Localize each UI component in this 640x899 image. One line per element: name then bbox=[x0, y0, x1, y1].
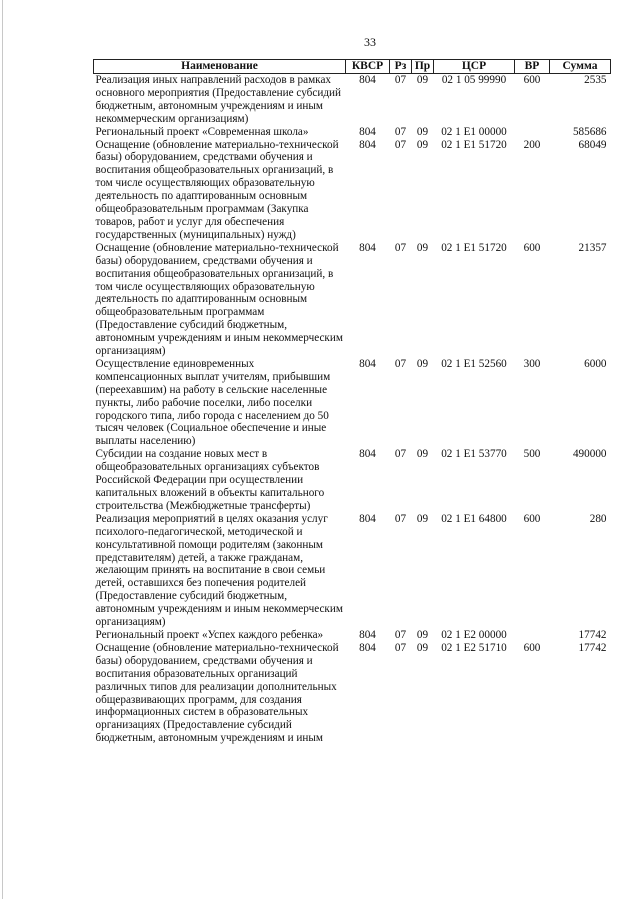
row-name: Осуществление единовременных компенсационных выплат учителям, прибывшим (переехавшим) на работу в сельские населенные пункты, либо рабочие поселки, либо поселки городского типа, либо города с населением до 50 тысяч человек (Социальное обеспечение и иные выплаты населению) bbox=[95, 357, 331, 448]
row-name: Субсидии на создание новых мест в общеобразовательных организациях субъектов Российской Федерации при осуществлении капитальных вложений в объекты капитального строительства (Межбюджетные трансферты) bbox=[95, 448, 325, 512]
budget-table-wrapper bbox=[93, 59, 611, 745]
row-sum: 6000 bbox=[584, 357, 607, 370]
row-sum: 68049 bbox=[578, 138, 607, 151]
header-pr: Пр bbox=[412, 60, 434, 74]
table-row bbox=[94, 139, 611, 242]
row-kvsr: 804 bbox=[359, 125, 376, 138]
row-vr: 200 bbox=[523, 138, 541, 151]
row-csr: 02 1 E1 64800 bbox=[441, 512, 507, 525]
row-csr: 02 1 E1 53770 bbox=[441, 448, 507, 461]
row-vr: 600 bbox=[523, 641, 541, 654]
table-header bbox=[94, 60, 611, 74]
row-vr bbox=[515, 629, 550, 642]
row-sum: 21357 bbox=[578, 241, 607, 254]
row-kvsr: 804 bbox=[359, 512, 376, 525]
row-rz: 07 bbox=[394, 512, 407, 525]
row-sum: 585686 bbox=[572, 125, 607, 138]
row-kvsr: 804 bbox=[359, 74, 376, 86]
row-pr: 09 bbox=[416, 74, 429, 86]
row-name: Оснащение (обновление материально-технической базы) оборудованием, средствами обучения и воспитания образовательных организаций различных типов для реализации дополнительных общеразвивающих программ, для создания информационных систем в образовательных организациях (Предоставление субсидий бюджетным, автономным учреждениям и иным bbox=[95, 641, 339, 745]
header-vr: ВР bbox=[515, 60, 550, 74]
row-pr: 09 bbox=[416, 641, 429, 654]
row-csr: 02 1 E1 51720 bbox=[441, 241, 507, 254]
row-pr: 09 bbox=[416, 448, 429, 461]
header-name: Наименование bbox=[94, 60, 346, 74]
row-pr: 09 bbox=[416, 512, 429, 525]
row-csr: 02 1 E1 51720 bbox=[441, 138, 507, 151]
row-sum: 280 bbox=[589, 512, 607, 525]
table-row bbox=[94, 74, 611, 126]
row-name: Оснащение (обновление материально-технической базы) оборудованием, средствами обучения и воспитания общеобразовательных организаций, в том числе осуществляющих образовательную деятельность по адаптированным основным общеобразовательным программам (Предоставление субсидий бюджетным, автономным учреждениям и иным некоммерческим организациям) bbox=[95, 241, 343, 358]
row-kvsr: 804 bbox=[359, 641, 376, 654]
row-sum: 490000 bbox=[572, 448, 607, 461]
row-pr: 09 bbox=[416, 138, 429, 151]
table-row bbox=[94, 126, 611, 139]
table-row bbox=[94, 513, 611, 629]
row-csr: 02 1 05 99990 bbox=[441, 74, 507, 86]
page-number: 33 bbox=[364, 35, 376, 49]
row-vr bbox=[515, 126, 550, 139]
row-name: Региональный проект «Успех каждого ребенка» bbox=[95, 628, 324, 641]
table-row bbox=[94, 358, 611, 448]
row-kvsr: 804 bbox=[359, 448, 376, 461]
table-body bbox=[94, 74, 611, 746]
table-row bbox=[94, 629, 611, 642]
budget-table bbox=[93, 59, 611, 745]
row-kvsr: 804 bbox=[359, 241, 376, 254]
row-pr: 09 bbox=[416, 357, 429, 370]
row-vr: 600 bbox=[523, 74, 541, 86]
header-csr: ЦСР bbox=[434, 60, 515, 74]
row-pr: 09 bbox=[416, 125, 429, 138]
row-rz: 07 bbox=[394, 138, 407, 151]
row-sum: 17742 bbox=[578, 628, 607, 641]
row-vr: 500 bbox=[523, 448, 541, 461]
row-rz: 07 bbox=[394, 241, 407, 254]
row-name: Оснащение (обновление материально-технической базы) оборудованием, средствами обучения и воспитания общеобразовательных организаций, в том числе осуществляющих образовательную деятельность по адаптированным основным общеобразовательным программам (Закупка товаров, работ и услуг для обеспечения государственных (муниципальных) нужд) bbox=[95, 138, 339, 241]
row-sum: 17742 bbox=[578, 641, 607, 654]
header-rz: Рз bbox=[390, 60, 412, 74]
row-rz: 07 bbox=[394, 641, 407, 654]
row-vr: 600 bbox=[523, 241, 541, 254]
table-row bbox=[94, 448, 611, 513]
header-kvsr: КВСР bbox=[346, 60, 390, 74]
row-kvsr: 804 bbox=[359, 628, 376, 641]
row-rz: 07 bbox=[394, 628, 407, 641]
row-name: Реализация мероприятий в целях оказания услуг психолого-педагогической, методической и консультативной помощи родителям (законным представителям) детей, а также гражданам, желающим принять на воспитание в свои семьи детей, оставшихся без попечения родителей (Предоставление субсидий бюджетным, автономным учреждениям и иным некоммерческим организациям) bbox=[95, 512, 343, 629]
header-row bbox=[94, 60, 611, 74]
row-pr: 09 bbox=[416, 628, 429, 641]
row-rz: 07 bbox=[394, 357, 407, 370]
scan-margin-line bbox=[2, 0, 3, 899]
row-name: Реализация иных направлений расходов в рамках основного мероприятия (Предоставление субсидий бюджетным, автономным учреждениям и иным некоммерческим организациям) bbox=[95, 74, 341, 125]
row-csr: 02 1 E1 52560 bbox=[441, 357, 507, 370]
row-csr: 02 1 E2 00000 bbox=[441, 628, 507, 641]
row-vr: 600 bbox=[523, 512, 541, 525]
row-pr: 09 bbox=[416, 241, 429, 254]
row-kvsr: 804 bbox=[359, 357, 376, 370]
row-rz: 07 bbox=[394, 125, 407, 138]
row-name: Региональный проект «Современная школа» bbox=[95, 125, 309, 138]
row-csr: 02 1 E1 00000 bbox=[441, 125, 507, 138]
table-row bbox=[94, 642, 611, 745]
row-kvsr: 804 bbox=[359, 138, 376, 151]
row-rz: 07 bbox=[394, 448, 407, 461]
header-sum: Сумма bbox=[550, 60, 611, 74]
row-sum: 2535 bbox=[584, 74, 607, 86]
row-csr: 02 1 E2 51710 bbox=[441, 641, 507, 654]
row-rz: 07 bbox=[394, 74, 407, 86]
table-row bbox=[94, 242, 611, 358]
row-vr: 300 bbox=[523, 357, 541, 370]
